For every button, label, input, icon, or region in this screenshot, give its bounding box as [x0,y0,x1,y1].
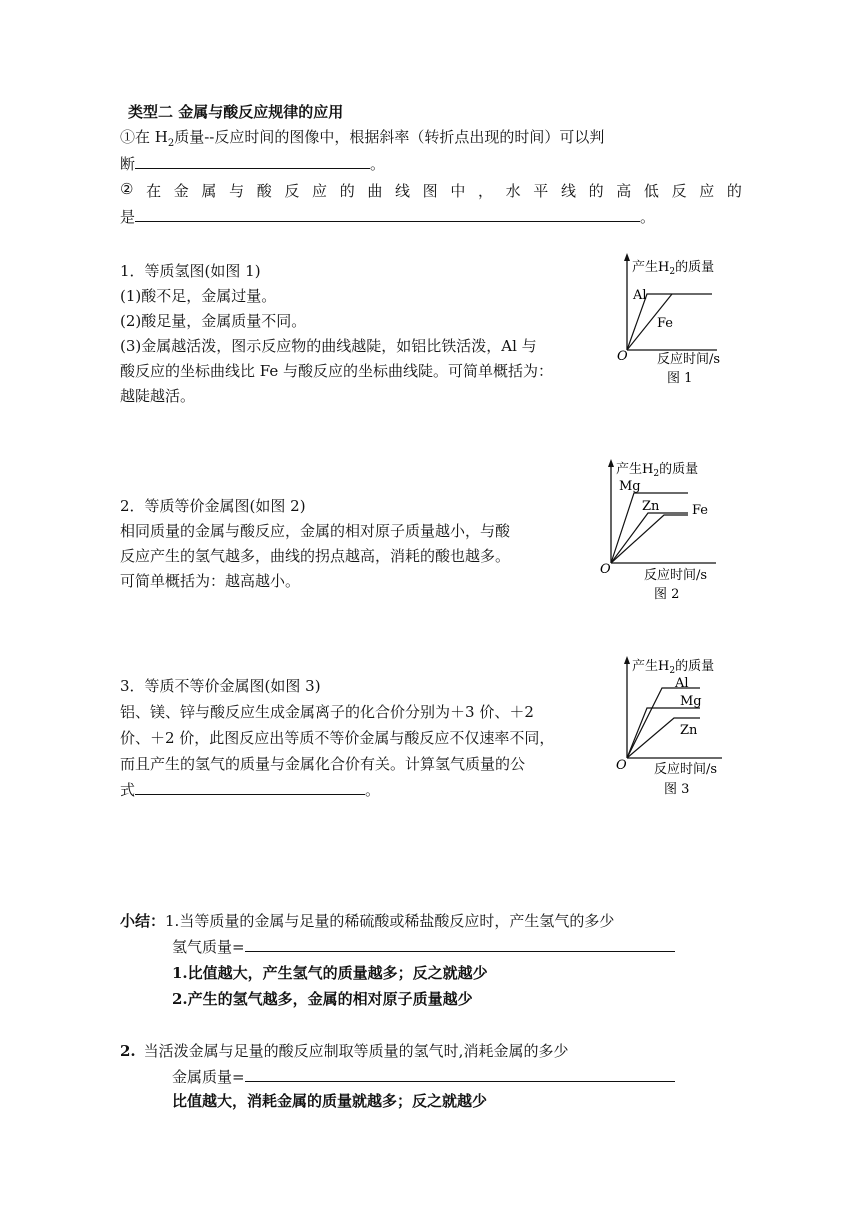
fig2-line-zn [611,513,688,563]
fig3-origin: O [616,758,627,773]
item1-p3: (3)金属越活泼，图示反应物的曲线越陡，如铝比铁活泼，Al 与 [120,337,537,355]
fig1-label-fe: Fe [657,316,674,331]
summary-bullet-3: 比值越大，消耗金属的质量就越多；反之就越少 [172,1092,488,1110]
answer-blank-1[interactable] [135,153,370,169]
summary-line-2: 2. 当活泼金属与足量的酸反应制取等质量的氢气时,消耗金属的多少 [120,1042,569,1060]
fig1-label-al: Al [633,288,647,303]
fig3-caption: 图 3 [664,782,690,797]
fig3-xlabel: 反应时间/s [654,762,718,777]
fig2-xlabel: 反应时间/s [644,568,708,583]
fig2-label-mg: Mg [619,479,641,494]
section-line-2: 断 。 [120,155,386,173]
item2-p1: 相同质量的金属与酸反应，金属的相对原子质量越小，与酸 [120,522,511,540]
section-line-4: 是 。 [120,208,656,226]
section-line-3: ② 在 金 属 与 酸 反 应 的 曲 线 图 中 ， 水 平 线 的 高 低 反 应 的 [120,180,742,200]
fig3-label-zn: Zn [680,723,698,738]
answer-blank-3[interactable] [135,779,365,795]
fig3-label-al: Al [675,676,689,691]
item3-p2: 价、＋2 价，此图反应出等质不等价金属与酸反应不仅速率不同， [120,729,555,747]
fig1-y-arrow [624,253,630,261]
summary-formula-2: 金属质量= [172,1066,675,1087]
fig2-label-fe: Fe [692,503,709,518]
item3-title: 3．等质不等价金属图(如图 3) [120,677,321,695]
fig1-origin: O [617,349,628,364]
item2-p3: 可简单概括为：越高越小。 [120,572,301,590]
summary-line-1: 小结：1.当等质量的金属与足量的稀硫酸或稀盐酸反应时，产生氢气的多少 [120,912,615,930]
item1-p1: (1)酸不足，金属过量。 [120,287,277,305]
fig1-ylabel: 产生$H_2$的质量 [632,260,715,277]
item3-p3: 而且产生的氢气的质量与金属化合价有关。计算氢气质量的公 [120,755,526,773]
fig3-ylabel: 产生$H_2$的质量 [632,659,715,676]
fig3-y-arrow [624,656,630,664]
item2-title: 2．等质等价金属图(如图 2) [120,497,306,515]
item1-p4: 酸反应的坐标曲线比 Fe 与酸反应的坐标曲线陡。可简单概括为： [120,362,554,380]
item1-p5: 越陡越活。 [120,387,196,405]
summary-bullet-2: 2.产生的氢气越多，金属的相对原子质量越少 [172,990,473,1008]
summary-bullet-1: 1.比值越大，产生氢气的质量越多；反之就越少 [172,964,488,982]
fig1-caption: 图 1 [667,371,693,386]
fig2-caption: 图 2 [654,587,680,602]
section-line-1: ①在 $H_2$质量--反应时间的图像中，根据斜率（转折点出现的时间）可以判 [120,128,605,149]
answer-blank-4[interactable] [245,936,675,952]
section-title: 类型二 金属与酸反应规律的应用 [128,103,344,121]
fig1-xlabel: 反应时间/s [657,352,721,367]
figure-2 [596,455,736,605]
fig2-y-arrow [608,459,614,467]
fig2-origin: O [600,562,611,577]
figure-3 [612,652,742,800]
item1-title: 1．等质氢图(如图 1) [120,262,261,280]
fig2-label-zn: Zn [642,499,660,514]
item3-p1: 铝、镁、锌与酸反应生成金属离子的化合价分别为＋3 价、＋2 [120,703,534,721]
answer-blank-2[interactable] [135,206,640,222]
fig2-ylabel: 产生$H_2$的质量 [616,462,699,479]
answer-blank-5[interactable] [245,1066,675,1082]
figure-1 [612,250,742,390]
item1-p2: (2)酸足量，金属质量不同。 [120,312,307,330]
item3-p4: 式 。 [120,781,381,799]
fig2-line-fe [611,515,688,563]
item2-p2: 反应产生的氢气越多，曲线的拐点越高，消耗的酸也越多。 [120,547,511,565]
fig3-label-mg: Mg [680,694,702,709]
summary-formula-1: 氢气质量= [172,936,675,957]
summary-label: 小结： [120,912,166,930]
